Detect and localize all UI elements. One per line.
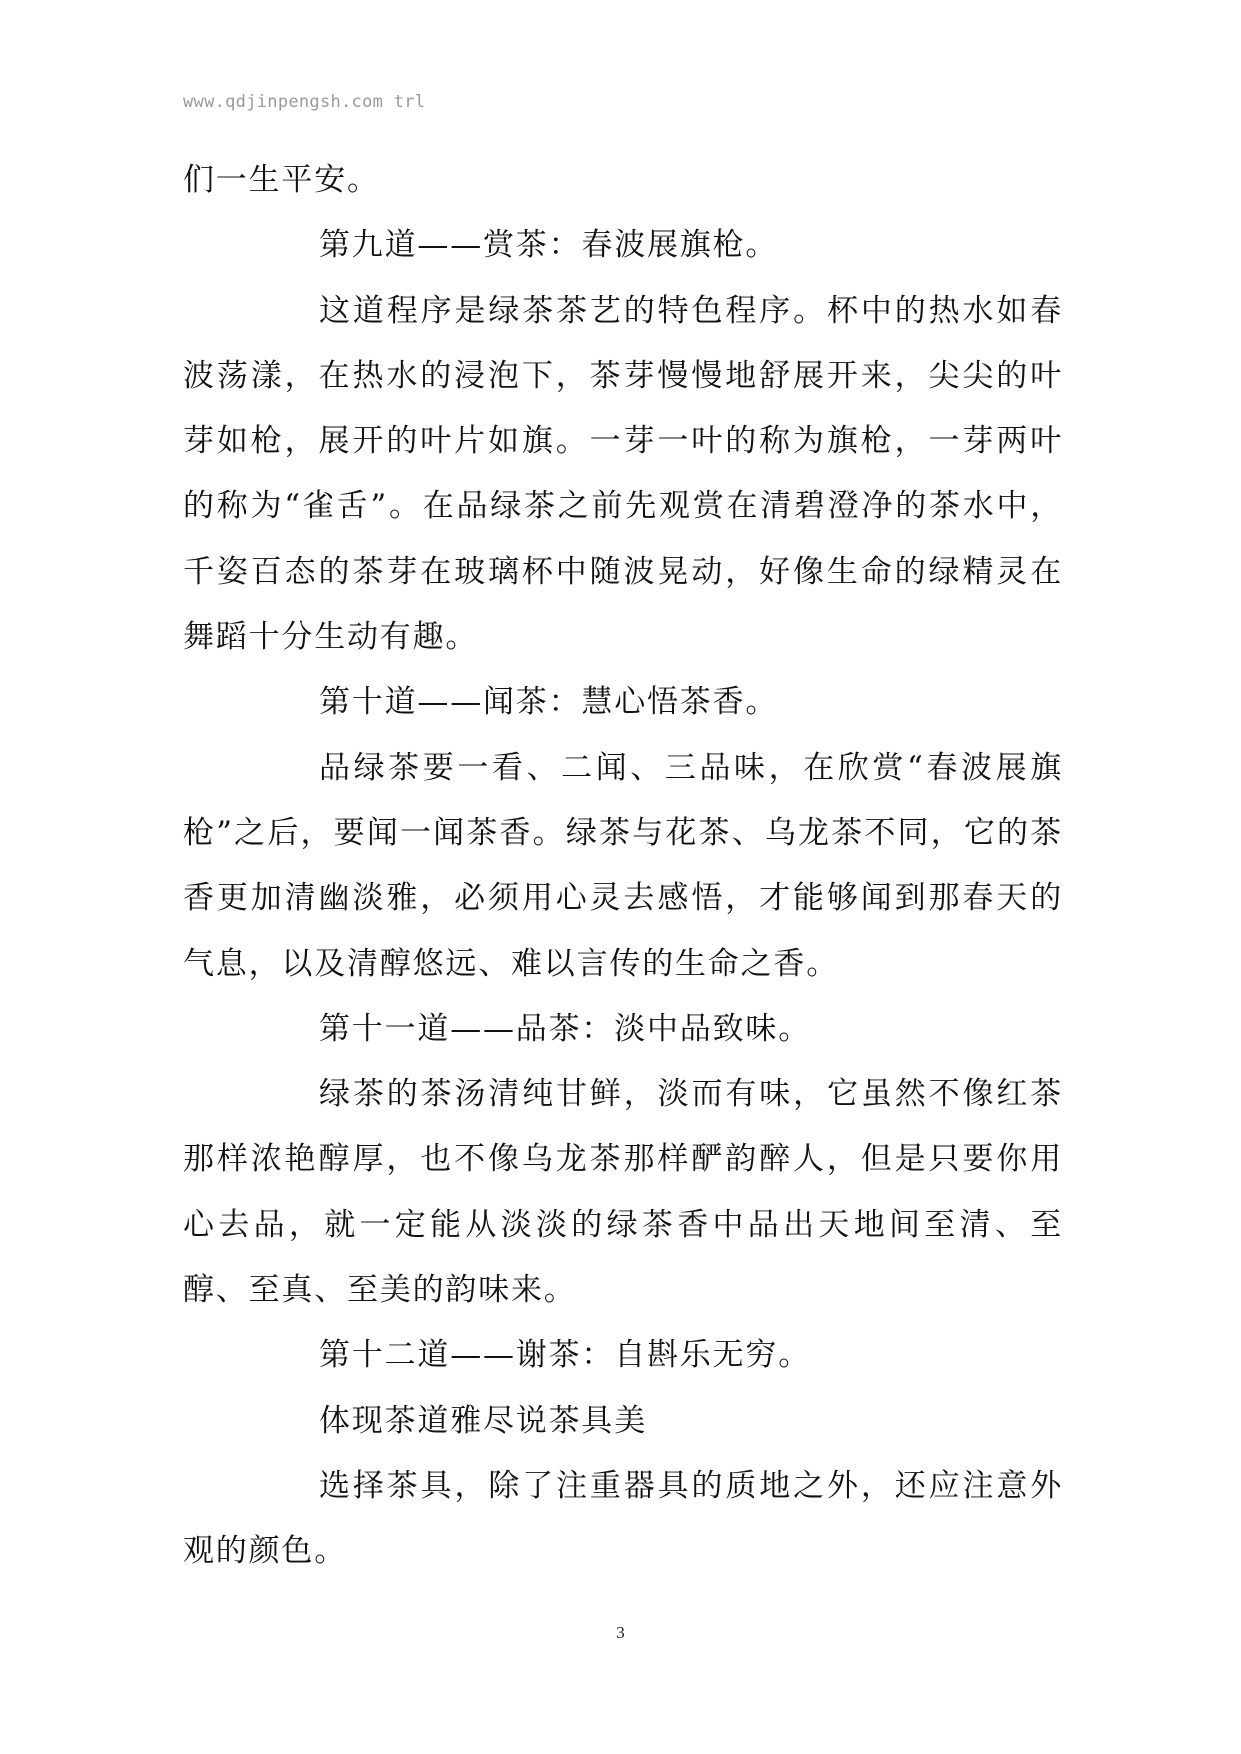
header-url: www.qdjinpengsh.com trl <box>183 92 426 112</box>
paragraph-smell-tea: 品绿茶要一看、二闻、三品味，在欣赏“春波展旗枪”之后，要闻一闻茶香。绿茶与花茶、乌龙茶不同，它的茶香更加清幽淡雅，必须用心灵去感悟，才能够闻到那春天的气息，以及清醇悠远、难以言传的生命之香。 <box>183 749 1063 982</box>
document-body <box>183 148 1063 1585</box>
paragraph-teaware: 选择茶具，除了注重器具的质地之外，还应注意外观的颜色。 <box>183 1467 1063 1570</box>
page-number: 3 <box>616 1623 625 1642</box>
section-heading-12: 第十二道——谢茶：自斟乐无穷。 <box>319 1337 811 1374</box>
paragraph-enjoy-tea: 这道程序是绿茶茶艺的特色程序。杯中的热水如春波荡漾，在热水的浸泡下，茶芽慢慢地舒展开来，尖尖的叶芽如枪，展开的叶片如旗。一芽一叶的称为旗枪，一芽两叶的称为“雀舌”。在品绿茶之前先观赏在清碧澄净的茶水中，千姿百态的茶芽在玻璃杯中随波晃动，好像生命的绿精灵在舞蹈十分生动有趣。 <box>183 292 1063 656</box>
section-heading-9: 第九道——赏茶：春波展旗枪。 <box>319 227 779 264</box>
section-heading-11: 第十一道——品茶：淡中品致味。 <box>319 1010 811 1047</box>
paragraph-taste-tea: 绿茶的茶汤清纯甘鲜，淡而有味，它虽然不像红茶那样浓艳醇厚，也不像乌龙茶那样酽韵醉人，但是只要你用心去品，就一定能从淡淡的绿茶香中品出天地间至清、至醇、至真、至美的韵味来。 <box>183 1076 1063 1309</box>
section-heading-10: 第十道——闻茶：慧心悟茶香。 <box>319 684 779 721</box>
paragraph-continuation: 们一生平安。 <box>183 162 380 198</box>
subsection-title-teaware: 体现茶道雅尽说茶具美 <box>319 1402 647 1439</box>
